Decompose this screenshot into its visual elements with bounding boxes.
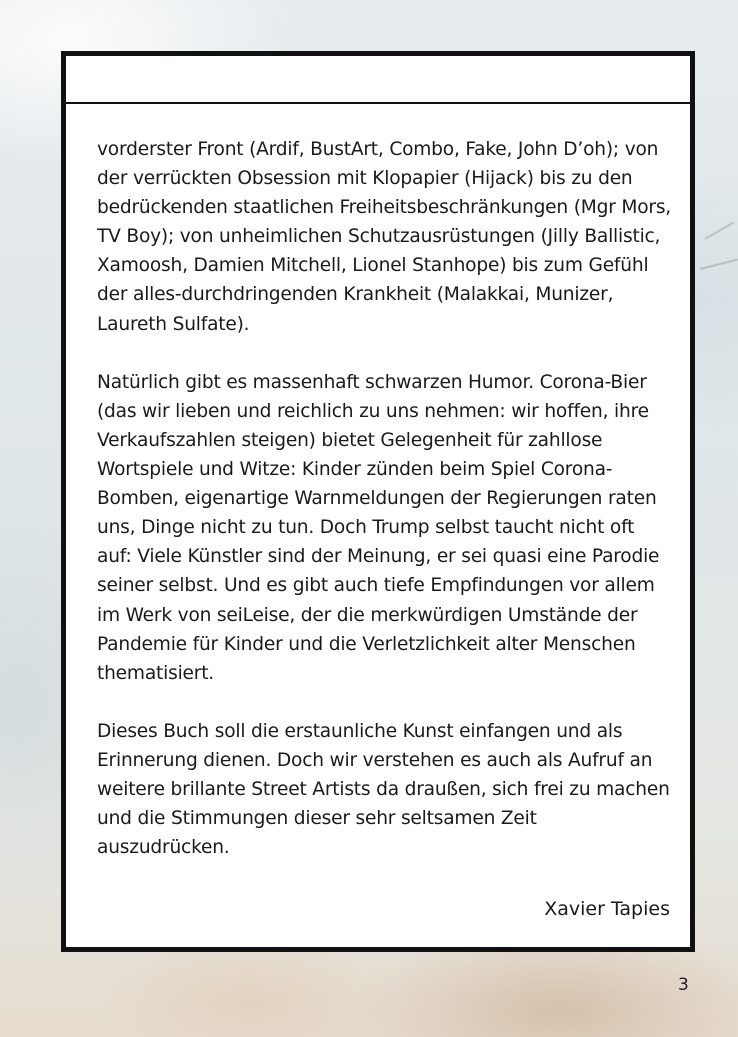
- paragraph-1: vorderster Front (Ardif, BustArt, Combo, Fake, John D’oh); von der verrückten Obsession mit Klopapier (Hijack) bis zu den bedrückenden staatlichen Freiheitsbeschränkungen (Mgr Mors, TV Boy); von unheimlichen Schutzausrüstungen (Jilly Ballistic, Xamoosh, Damien Mitchell, Lionel Stanhope) bis zum Gefühl der alles-durchdringenden Krankheit (Malakkai, Munizer, Laureth Sulfate).: [97, 139, 672, 335]
- author-signature: Xavier Tapies: [544, 898, 670, 920]
- panel-header-strip: [66, 56, 690, 104]
- text-panel: [61, 51, 695, 952]
- paragraph-2: Natürlich gibt es massenhaft schwarzen Humor. Corona-Bier (das wir lieben und reichlich zu uns nehmen: wir hoffen, ihre Verkaufszahlen steigen) bietet Gelegenheit für zahllose Wortspiele und Witze: Kinder zünden beim Spiel Corona-Bomben, eigenartige Warnmeldungen der Regierungen raten uns, Dinge nicht zu tun. Doch Trump selbst taucht nicht oft auf: Viele Künstler sind der Meinung, er sei quasi eine Parodie seiner selbst. Und es gibt auch tiefe Empfindungen vor allem im Werk von seiLeise, der die merkwürdigen Umstände der Pandemie für Kinder und die Verletzlichkeit alter Menschen thematisiert.: [97, 371, 660, 684]
- article-body: [97, 135, 672, 862]
- background-texture-streak: [705, 222, 735, 240]
- paragraph-3: Dieses Buch soll die erstaunliche Kunst einfangen und als Erinnerung dienen. Doch wir verstehen es auch als Aufruf an weitere brillante Street Artists da draußen, sich frei zu machen und die Stimmungen dieser sehr seltsamen Zeit auszudrücken.: [97, 720, 670, 859]
- background-texture-streak: [700, 258, 738, 270]
- page-number: 3: [678, 975, 689, 995]
